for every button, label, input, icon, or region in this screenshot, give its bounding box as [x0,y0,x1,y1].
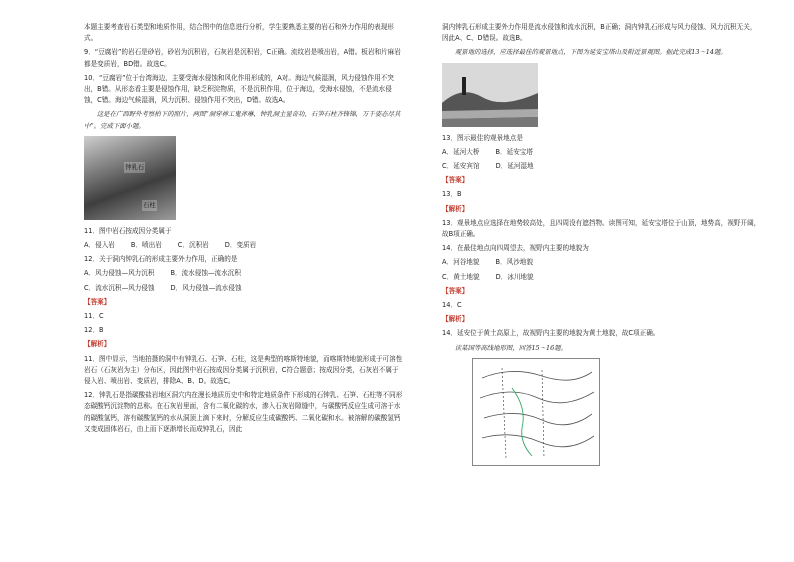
left-column [84,22,404,438]
q12-options-row1 [84,268,404,279]
q14-options-row2 [442,272,762,283]
q11-option-a: A．侵入岩 [84,241,115,250]
explanation-tag-13: 【解析】 [442,204,469,213]
q12-option-d: D．风力侵蚀—流水侵蚀 [170,283,242,292]
q11-option-b: B．喷出岩 [130,241,162,250]
answer-tag: 【答案】 [84,297,111,306]
answer-14: 14．C [442,301,462,310]
q11-option-d: D．变质岩 [224,241,257,250]
q12-explanation-tail: 洞内钟乳石形成主要外力作用是流水侵蚀和流水沉积，B正确；洞内钟乳石形成与风力侵蚀、风力沉积无关，因此A、C、D错误。故选B。 [442,23,757,43]
contour-map-illustration [472,358,600,466]
q14-option-a: A．河谷地貌 [442,258,480,267]
answer-tag-13: 【答案】 [442,176,469,185]
q9-explanation: 9．“豆腐岩”的岩石是砂岩，砂岩为沉积岩，石灰岩是沉积岩，C正确。流纹岩是喷出岩，A错。板岩和片麻岩都是变质岩，BD错。故选C。 [84,48,401,68]
yanan-landscape-photo [442,63,538,127]
answer-13: 13．B [442,190,462,199]
q13-options-row1 [442,147,762,158]
q11-option-c: C．沉积岩 [177,241,209,250]
q12-option-b: B．流水侵蚀—流水沉积 [170,269,241,278]
explanation-tag-14: 【解析】 [442,315,469,324]
q12-options-row2 [84,283,404,294]
q13-options-row2 [442,161,762,172]
q13-option-d: D．延河湿地 [495,162,534,171]
q13-text: 13．图示最佳的观景地点是 [442,133,523,142]
q14-explanation: 14．延安位于黄土高原上，故视野内主要的地貌为黄土地貌，故C项正确。 [442,329,660,338]
explanation-tag: 【解析】 [84,340,111,349]
answer-tag-14: 【答案】 [442,286,469,295]
right-column [442,22,762,472]
photo-label-stalactite: 钟乳石 [124,162,145,173]
q12-explanation: 12．钟乳石是指碳酸盐岩地区洞穴内在漫长地质历史中和特定地质条件下形成的石钟乳、石笋、石柱等不同形态碳酸钙沉淀物的总称。在石灰岩里面，含有二氧化碳的水，渗入石灰岩隙缝中，与碳酸钙反应生成可溶于水的碳酸氢钙，溶有碳酸氢钙的水从洞顶上滴下来时，分解反应生成碳酸钙、二氧化碳和水。被溶解的碳酸氢钙又变成固体岩石，由上而下逐渐增长而成钟乳石，因此 [84,391,403,433]
material-intro: 这是在广西野外考察拍下的照片，两图“洞穿神工鬼斧琳，钟乳洞主显奇功，石笋石柱齐锋锦，万千姿态尽其中”。完成下面小题。 [84,110,401,130]
q14-option-d: D．冰川地貌 [495,272,534,281]
q12-option-c: C．流水沉积—风力侵蚀 [84,283,155,292]
q12-text: 12．关于洞内钟乳石的形成主要外力作用，正确的是 [84,255,238,264]
q13-option-a: A．延河大桥 [442,147,480,156]
q14-options-row1 [442,257,762,268]
contour-map [472,358,600,466]
intro-tail-text: 本题主要考查岩石类型和地质作用，结合图中的信息进行分析，学生要熟悉主要的岩石和外力作用的表现形式。 [84,23,394,43]
q12-option-a: A．风力侵蚀—风力沉积 [84,269,155,278]
material-yanan: 观景地的选择，应选择最佳的观景地点，下图为延安宝塔山及附近景观图。据此完成13～14题。 [454,48,727,57]
answer-12: 12．B [84,326,104,335]
q11-text: 11．图中岩石按成因分类属于 [84,226,172,235]
cave-photo [84,136,176,220]
q11-explanation: 11．图中显示，当地拍摄的洞中有钟乳石、石笋、石柱，这是典型的喀斯特地貌，而喀斯特地貌形成于可溶性岩石（石灰岩为主）分布区，因此图中岩石按成因分类属于沉积岩，C符合题意；按成因分类，石灰岩不属于侵入岩、喷出岩、变质岩，排除A、B、D。故选C。 [84,354,403,386]
q14-option-b: B．风沙地貌 [495,258,533,267]
q10-explanation: 10．“豆腐岩”位于台湾海边，主要受海水侵蚀和风化作用形成的，A对。海边气候湿润，风力侵蚀作用不突出，B错。从形态看主要是侵蚀作用，缺乏积淀物质，不是沉积作用，位于海边，受海水侵蚀，不是流水侵蚀，C错。海边气候湿润，风力沉积、侵蚀作用不突出，D错。故选A。 [84,73,394,105]
material-contour: 读某国等高线地形图，回答15～16题。 [454,343,567,352]
photo-label-column: 石柱 [142,200,157,211]
q13-explanation: 13．观景地点应选择在地势较高处，且四周没有遮挡物。读图可知，延安宝塔位于山顶，地势高，视野开阔，故B项正确。 [442,218,761,239]
q11-options [84,240,404,251]
q13-option-b: B．延安宝塔 [495,147,533,156]
answer-11: 11．C [84,312,104,321]
q14-option-c: C．黄土地貌 [442,272,480,281]
q13-option-c: C．延安宾馆 [442,162,480,171]
q14-text: 14．在最佳地点向四周望去，视野内主要的地貌为 [442,244,589,253]
pagoda-hill-illustration [442,63,538,127]
